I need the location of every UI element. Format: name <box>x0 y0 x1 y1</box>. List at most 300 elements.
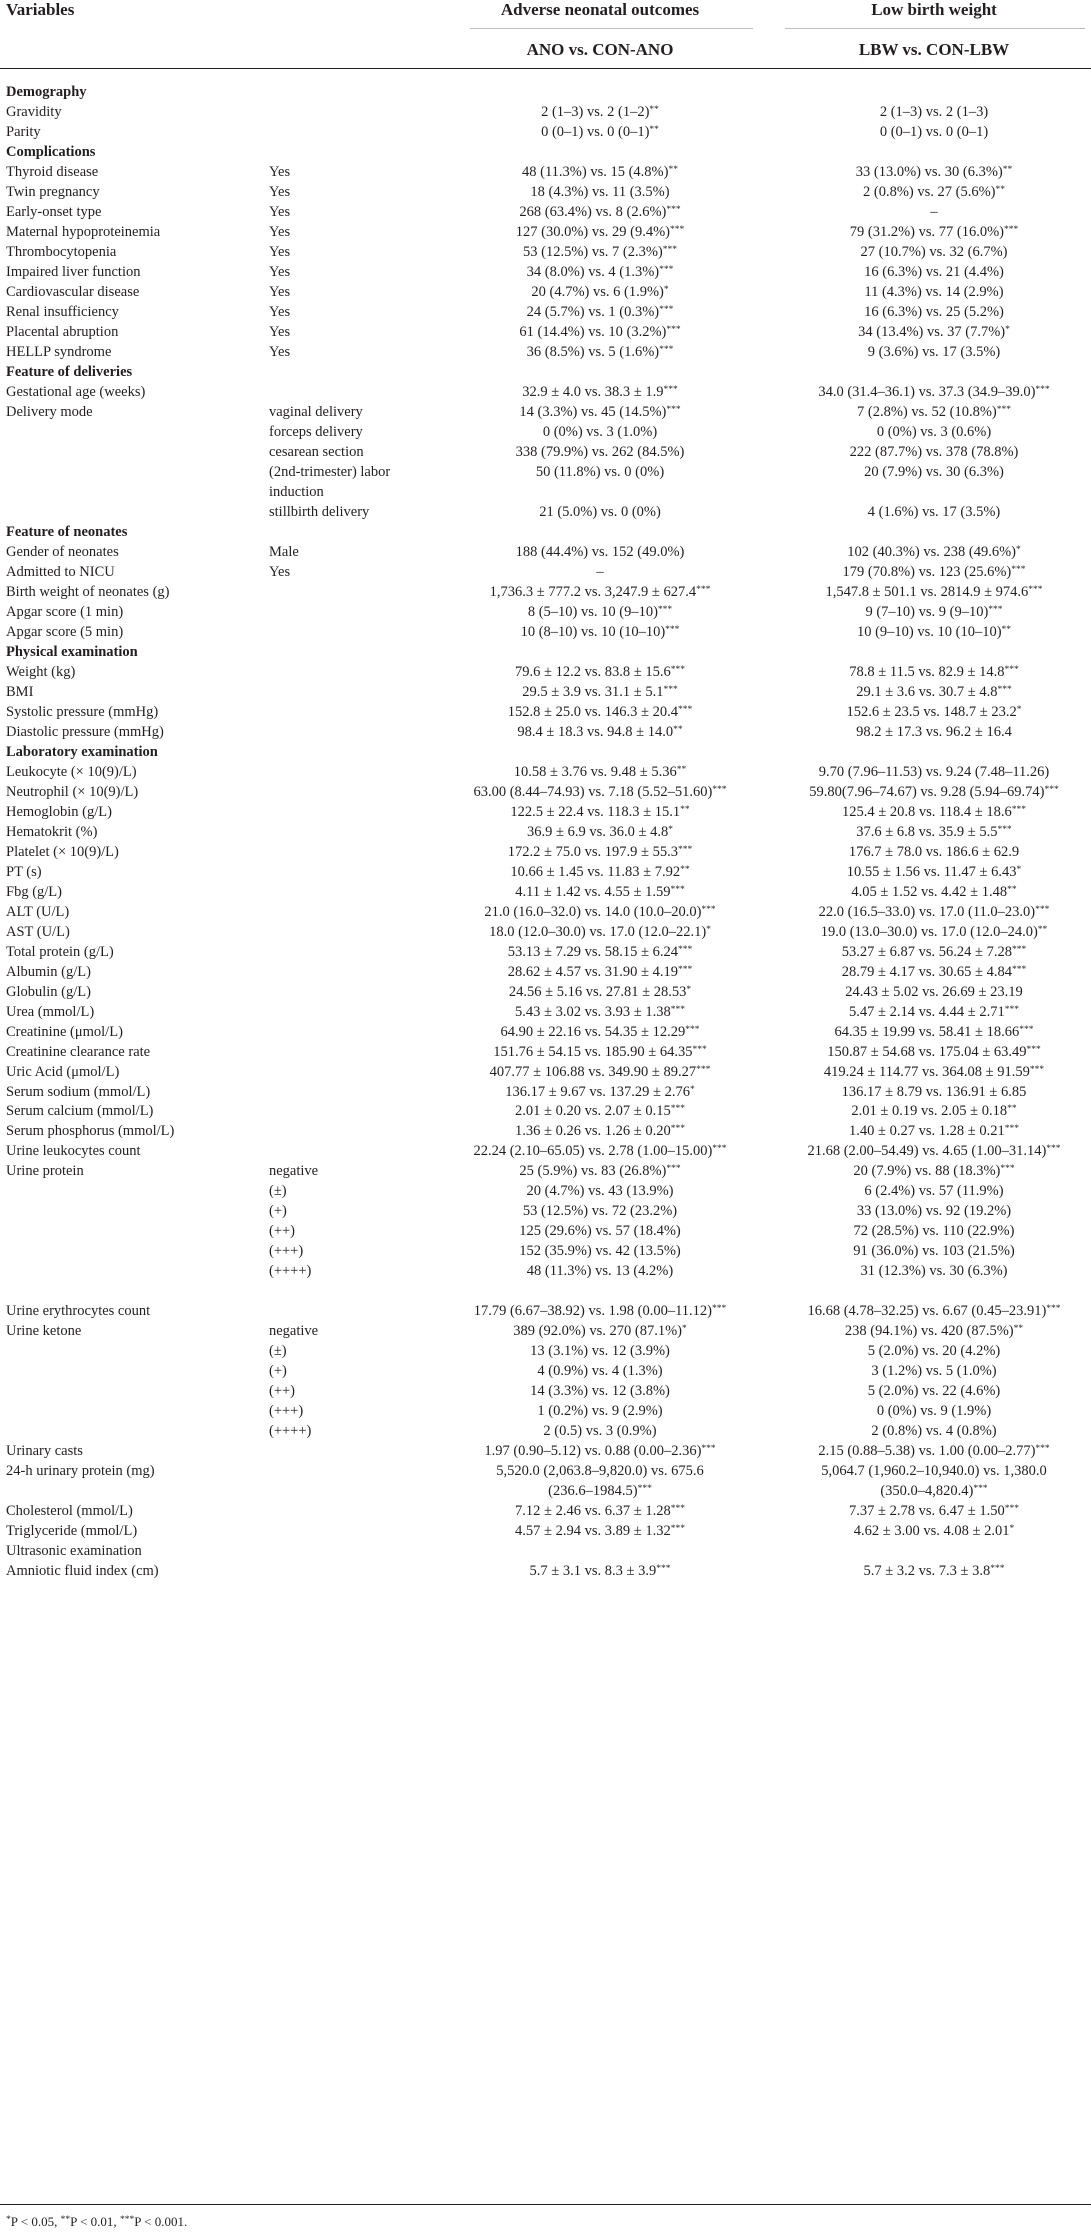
row-label-maternal-hypoproteinemia-text: Maternal hypoproteinemia <box>6 224 161 240</box>
row-category-text: induction <box>269 484 324 500</box>
ano-value <box>435 382 765 402</box>
lbw-value <box>780 682 1088 702</box>
lbw-value-text: 98.2 ± 17.3 vs. 96.2 ± 16.4 <box>856 724 1012 740</box>
row-label-amniotic-fluid-index-cm-text: Amniotic fluid index (cm) <box>6 1563 159 1579</box>
row-label-hemoglobin-g-l <box>6 802 112 822</box>
row-category <box>269 1401 303 1421</box>
significance-marker: *** <box>701 905 716 915</box>
ano-value-text: 2.01 ± 0.20 vs. 2.07 ± 0.15 <box>515 1103 671 1119</box>
significance-marker: ** <box>1002 165 1013 175</box>
ano-value-text: 22.24 (2.10–65.05) vs. 2.78 (1.00–15.00) <box>473 1143 713 1159</box>
section-complications <box>6 142 95 162</box>
significance-marker: *** <box>677 945 693 955</box>
row-category <box>269 1421 311 1441</box>
row-label-placental-abruption-text: Placental abruption <box>6 324 119 340</box>
significance-marker: ** <box>680 865 690 875</box>
significance-marker: *** <box>996 405 1011 415</box>
ano-value <box>435 402 765 422</box>
row-category-text: Yes <box>269 164 291 180</box>
row-category-text: Yes <box>269 304 291 320</box>
lbw-value-text: 21.68 (2.00–54.49) vs. 4.65 (1.00–31.14) <box>807 1143 1047 1159</box>
lbw-value <box>780 842 1088 862</box>
ano-value <box>435 1062 765 1082</box>
lbw-value-text: 91 (36.0%) vs. 103 (21.5%) <box>853 1243 1015 1259</box>
row-label-cholesterol-mmol-l <box>6 1501 133 1521</box>
row-category <box>269 502 369 522</box>
ano-value-text: 4 (0.9%) vs. 4 (1.3%) <box>537 1363 663 1379</box>
lbw-value-text: 72 (28.5%) vs. 110 (22.9%) <box>853 1223 1015 1239</box>
lbw-value-text: 31 (12.3%) vs. 30 (6.3%) <box>860 1263 1008 1279</box>
ano-value <box>435 1161 765 1181</box>
lbw-value-text: 7.37 ± 2.78 vs. 6.47 ± 1.50 <box>849 1503 1005 1519</box>
significance-marker: * <box>682 1324 687 1334</box>
lbw-value-text: 11 (4.3%) vs. 14 (2.9%) <box>864 284 1004 300</box>
ano-value <box>435 682 765 702</box>
significance-marker: ** <box>1001 625 1012 635</box>
ano-value <box>435 842 765 862</box>
lbw-value <box>780 1421 1088 1441</box>
significance-marker: *** <box>665 625 680 635</box>
lbw-value <box>780 122 1088 142</box>
row-category <box>269 1261 311 1281</box>
lbw-value <box>780 202 1088 222</box>
row-label-albumin-g-l-text: Albumin (g/L) <box>6 964 91 980</box>
lbw-value <box>780 802 1088 822</box>
lbw-value <box>780 162 1088 182</box>
significance-marker: ** <box>680 805 690 815</box>
row-category <box>269 342 290 362</box>
ano-value-text: 7.12 ± 2.46 vs. 6.37 ± 1.28 <box>515 1503 671 1519</box>
significance-marker: * <box>1016 545 1021 555</box>
ano-value-text: 338 (79.9%) vs. 262 (84.5%) <box>515 444 685 460</box>
lbw-value <box>780 222 1088 242</box>
ano-value <box>435 422 765 442</box>
ano-value <box>435 1321 765 1341</box>
lbw-value <box>780 662 1088 682</box>
ano-value <box>435 1121 765 1141</box>
row-label-renal-insufficiency-text: Renal insufficiency <box>6 304 119 320</box>
significance-marker: *** <box>1019 1025 1034 1035</box>
lbw-value-text: 3 (1.2%) vs. 5 (1.0%) <box>871 1363 997 1379</box>
lbw-value-text: 20 (7.9%) vs. 88 (18.3%) <box>853 1163 1001 1179</box>
row-label-leukocyte-10-9-l-text: Leukocyte (× 10(9)/L) <box>6 764 137 780</box>
lbw-value-text: 27 (10.7%) vs. 32 (6.7%) <box>860 244 1008 260</box>
ano-value-text: 21 (5.0%) vs. 0 (0%) <box>539 504 661 520</box>
significance-marker: *** <box>663 385 678 395</box>
row-category <box>269 1181 287 1201</box>
ano-value-text: 25 (5.9%) vs. 83 (26.8%) <box>519 1163 667 1179</box>
row-label-gestational-age-weeks <box>6 382 145 402</box>
significance-marker: ** <box>649 105 659 115</box>
header-bottom-rule <box>0 68 1091 69</box>
row-label-serum-sodium-mmol-l <box>6 1082 150 1102</box>
ano-value <box>435 542 765 562</box>
ano-value <box>435 1461 765 1481</box>
row-label-pt-s <box>6 862 42 882</box>
ano-value-text: 125 (29.6%) vs. 57 (18.4%) <box>519 1223 681 1239</box>
significance-marker: *** <box>637 1484 652 1494</box>
significance-marker: *** <box>670 665 685 675</box>
significance-marker: ** <box>668 165 678 175</box>
row-category <box>269 1381 295 1401</box>
ano-value <box>435 1221 765 1241</box>
row-label-gravidity <box>6 102 62 122</box>
row-category <box>269 462 390 482</box>
ano-value-text: 407.77 ± 106.88 vs. 349.90 ± 89.27 <box>489 1064 697 1080</box>
row-label-parity-text: Parity <box>6 124 41 140</box>
row-label-gestational-age-weeks-text: Gestational age (weeks) <box>6 384 146 400</box>
header-underline-ano <box>470 28 753 29</box>
significance-marker: *** <box>662 245 677 255</box>
row-label-thyroid-disease <box>6 162 98 182</box>
row-category-text: (+) <box>269 1363 287 1379</box>
ano-value <box>435 302 765 322</box>
lbw-value <box>780 442 1088 462</box>
lbw-value-text: 64.35 ± 19.99 vs. 58.41 ± 18.66 <box>834 1024 1020 1040</box>
significance-marker: *** <box>666 325 681 335</box>
ano-value <box>435 1042 765 1062</box>
ano-value-text: 5.43 ± 3.02 vs. 3.93 ± 1.38 <box>515 1004 671 1020</box>
ano-value-text: 8 (5–10) vs. 10 (9–10) <box>527 604 658 620</box>
ano-value-text: 2 (0.5) vs. 3 (0.9%) <box>543 1423 657 1439</box>
section-feature-of-deliveries-text: Feature of deliveries <box>6 364 133 380</box>
row-label-cardiovascular-disease <box>6 282 139 302</box>
ano-value-text: 64.90 ± 22.16 vs. 54.35 ± 12.29 <box>500 1024 686 1040</box>
ano-value-text: 29.5 ± 3.9 vs. 31.1 ± 5.1 <box>522 684 664 700</box>
row-category-text: Yes <box>269 284 291 300</box>
row-category <box>269 322 290 342</box>
lbw-value-text: 1,547.8 ± 501.1 vs. 2814.9 ± 974.6 <box>825 584 1029 600</box>
lbw-value-text: 5.47 ± 2.14 vs. 4.44 ± 2.71 <box>849 1004 1005 1020</box>
ano-value-text: 63.00 (8.44–74.93) vs. 7.18 (5.52–51.60) <box>473 784 713 800</box>
significance-marker: *** <box>696 585 711 595</box>
row-category-text: (++++) <box>269 1423 312 1439</box>
ano-value <box>435 122 765 142</box>
row-label-birth-weight-of-neonates-g-text: Birth weight of neonates (g) <box>6 584 170 600</box>
lbw-value <box>780 562 1088 582</box>
row-category <box>269 162 290 182</box>
lbw-value <box>780 182 1088 202</box>
row-category-text: cesarean section <box>269 444 364 460</box>
row-label-serum-phosphorus-mmol-l-text: Serum phosphorus (mmol/L) <box>6 1123 175 1139</box>
ano-value-text: 48 (11.3%) vs. 15 (4.8%) <box>522 164 669 180</box>
lbw-value <box>780 582 1088 602</box>
lbw-value-text: 10.55 ± 1.56 vs. 11.47 ± 6.43 <box>846 864 1017 880</box>
significance-marker: *** <box>656 1564 671 1574</box>
ano-value <box>435 1401 765 1421</box>
ano-value-text: 17.79 (6.67–38.92) vs. 1.98 (0.00–11.12) <box>473 1303 713 1319</box>
lbw-value-text: 4.62 ± 3.00 vs. 4.08 ± 2.01 <box>853 1523 1010 1539</box>
lbw-value-text: 7 (2.8%) vs. 52 (10.8%) <box>857 404 997 420</box>
significance-marker: *** <box>997 685 1012 695</box>
lbw-value-text: 1.40 ± 0.27 vs. 1.28 ± 0.21 <box>849 1123 1005 1139</box>
lbw-value-text: 2 (1–3) vs. 2 (1–3) <box>879 104 989 120</box>
significance-marker: *** <box>1011 965 1027 975</box>
significance-marker: ** <box>673 725 683 735</box>
lbw-value <box>780 302 1088 322</box>
row-label-maternal-hypoproteinemia <box>6 222 160 242</box>
section-laboratory-examination <box>6 742 158 762</box>
lbw-value-text: 5 (2.0%) vs. 22 (4.6%) <box>867 1383 1001 1399</box>
row-label-serum-calcium-mmol-l <box>6 1101 153 1121</box>
significance-marker: * <box>1009 1524 1015 1534</box>
lbw-value <box>780 382 1088 402</box>
row-label-urinary-casts <box>6 1441 83 1461</box>
significance-marker: *** <box>1011 805 1026 815</box>
significance-marker: *** <box>1035 385 1050 395</box>
lbw-value-text: 2.01 ± 0.19 vs. 2.05 ± 0.18 <box>851 1103 1008 1119</box>
lbw-value <box>780 602 1088 622</box>
significance-marker: *** <box>1004 665 1019 675</box>
row-label-weight-kg <box>6 662 75 682</box>
significance-marker: *** <box>666 205 681 215</box>
ano-value <box>435 242 765 262</box>
lbw-value-text: – <box>930 204 938 220</box>
ano-value <box>435 862 765 882</box>
row-label-hellp-syndrome <box>6 342 111 362</box>
row-label-amniotic-fluid-index-cm <box>6 1561 159 1581</box>
row-label-bmi <box>6 682 33 702</box>
row-label-creatinine-clearance-rate-text: Creatinine clearance rate <box>6 1044 151 1060</box>
significance-marker: *** <box>685 1025 700 1035</box>
ano-value <box>435 1521 765 1541</box>
lbw-value-text: 222 (87.7%) vs. 378 (78.8%) <box>849 444 1019 460</box>
ano-value <box>435 202 765 222</box>
significance-marker: *** <box>696 1065 711 1075</box>
row-label-ultrasonic-examination <box>6 1541 142 1561</box>
ano-value-text: 79.6 ± 12.2 vs. 83.8 ± 15.6 <box>515 664 671 680</box>
lbw-value-text: 33 (13.0%) vs. 30 (6.3%) <box>855 164 1003 180</box>
lbw-value-text: 6 (2.4%) vs. 57 (11.9%) <box>864 1183 1004 1199</box>
ano-value <box>435 922 765 942</box>
ano-value <box>435 1002 765 1022</box>
ano-value-text: 14 (3.3%) vs. 12 (3.8%) <box>530 1383 670 1399</box>
row-label-urea-mmol-l <box>6 1002 94 1022</box>
row-label-fbg-g-l <box>6 882 62 902</box>
row-label-platelet-10-9-l-text: Platelet (× 10(9)/L) <box>6 844 119 860</box>
ano-value <box>435 1421 765 1441</box>
significance-marker: ** <box>995 185 1005 195</box>
lbw-value <box>780 1561 1088 1581</box>
row-category-text: negative <box>269 1323 319 1339</box>
significance-marker: *** <box>1029 1065 1045 1075</box>
row-label-birth-weight-of-neonates-g <box>6 582 170 602</box>
row-category <box>269 302 290 322</box>
row-label-early-onset-type-text: Early-onset type <box>6 204 102 220</box>
significance-marker: *** <box>670 885 685 895</box>
lbw-value <box>780 1022 1088 1042</box>
lbw-value-text: 2 (0.8%) vs. 4 (0.8%) <box>871 1423 997 1439</box>
lbw-value <box>780 1461 1088 1481</box>
row-label-serum-phosphorus-mmol-l <box>6 1121 174 1141</box>
ano-value-text: 152.8 ± 25.0 vs. 146.3 ± 20.4 <box>507 704 678 720</box>
row-label-thrombocytopenia-text: Thrombocytopenia <box>6 244 117 260</box>
row-label-serum-calcium-mmol-l-text: Serum calcium (mmol/L) <box>6 1103 154 1119</box>
row-label-platelet-10-9-l <box>6 842 119 862</box>
significance-marker: ** <box>1037 925 1048 935</box>
row-category-text: Yes <box>269 204 291 220</box>
row-category-text: Male <box>269 544 299 560</box>
ano-value <box>435 262 765 282</box>
ano-value <box>435 1141 765 1161</box>
lbw-value <box>780 1401 1088 1421</box>
ano-value <box>435 622 765 642</box>
row-label-parity <box>6 122 41 142</box>
ano-value <box>435 1561 765 1581</box>
significance-marker: *** <box>1044 785 1059 795</box>
header-variables: Variables <box>6 0 75 19</box>
row-category-text: Yes <box>269 264 291 280</box>
lbw-value <box>780 942 1088 962</box>
ano-value-text: 10.58 ± 3.76 vs. 9.48 ± 5.36 <box>513 764 677 780</box>
significance-marker: *** <box>1028 585 1043 595</box>
lbw-value-text: 20 (7.9%) vs. 30 (6.3%) <box>864 464 1004 480</box>
lbw-value <box>780 102 1088 122</box>
lbw-value <box>780 762 1088 782</box>
lbw-value <box>780 1201 1088 1221</box>
significance-marker: *** <box>692 1045 707 1055</box>
ano-value-text: 172.2 ± 75.0 vs. 197.9 ± 55.3 <box>507 844 678 860</box>
significance-marker: *** <box>663 685 678 695</box>
lbw-value-text: 24.43 ± 5.02 vs. 26.69 ± 23.19 <box>845 984 1023 1000</box>
row-label-hemoglobin-g-l-text: Hemoglobin (g/L) <box>6 804 112 820</box>
significance-marker: *** <box>670 1104 685 1114</box>
row-category-text: (++++) <box>269 1263 312 1279</box>
ano-value-text: 28.62 ± 4.57 vs. 31.90 ± 4.19 <box>507 964 678 980</box>
ano-value <box>435 342 765 362</box>
significance-marker: * <box>686 985 692 995</box>
lbw-value-text: 78.8 ± 11.5 vs. 82.9 ± 14.8 <box>849 664 1005 680</box>
significance-marker: *** <box>677 965 693 975</box>
ano-value-text: 20 (4.7%) vs. 6 (1.9%) <box>531 284 664 300</box>
ano-value-text: 1 (0.2%) vs. 9 (2.9%) <box>537 1403 663 1419</box>
ano-value-text: 1,736.3 ± 777.2 vs. 3,247.9 ± 627.4 <box>489 584 697 600</box>
lbw-value-text: 79 (31.2%) vs. 77 (16.0%) <box>849 224 1004 240</box>
row-category-text: Yes <box>269 324 291 340</box>
ano-value-text: 34 (8.0%) vs. 4 (1.3%) <box>526 264 660 280</box>
row-label-pt-s-text: PT (s) <box>6 864 42 880</box>
row-category-text: (±) <box>269 1183 287 1199</box>
ano-value <box>435 902 765 922</box>
row-label-serum-sodium-mmol-l-text: Serum sodium (mmol/L) <box>6 1084 151 1100</box>
row-label-alt-u-l <box>6 902 69 922</box>
row-label-twin-pregnancy-text: Twin pregnancy <box>6 184 100 200</box>
row-category-text: negative <box>269 1163 319 1179</box>
row-label-cardiovascular-disease-text: Cardiovascular disease <box>6 284 140 300</box>
row-label-globulin-g-l-text: Globulin (g/L) <box>6 984 91 1000</box>
lbw-value-text: 53.27 ± 6.87 vs. 56.24 ± 7.28 <box>841 944 1012 960</box>
ano-value-text: 1.36 ± 0.26 vs. 1.26 ± 0.20 <box>515 1123 671 1139</box>
lbw-value-text: 0 (0%) vs. 3 (0.6%) <box>876 424 992 440</box>
row-label-hematokrit-text: Hematokrit (%) <box>6 824 98 840</box>
ano-value-text: 18.0 (12.0–30.0) vs. 17.0 (12.0–22.1) <box>489 924 707 940</box>
ano-value-text: 10 (8–10) vs. 10 (10–10) <box>520 624 666 640</box>
ano-value-text: 53.13 ± 7.29 vs. 58.15 ± 6.24 <box>507 944 678 960</box>
lbw-value <box>780 1002 1088 1022</box>
ano-value <box>435 1341 765 1361</box>
significance-marker: ** <box>1007 885 1017 895</box>
row-category <box>269 242 290 262</box>
row-label-apgar-score-1-min-text: Apgar score (1 min) <box>6 604 124 620</box>
significance-marker: ** <box>1013 1324 1024 1334</box>
lbw-value-text: 125.4 ± 20.8 vs. 118.4 ± 18.6 <box>842 804 1012 820</box>
row-label-albumin-g-l <box>6 962 91 982</box>
significance-marker: ** <box>1007 1104 1017 1114</box>
lbw-value-text: 0 (0–1) vs. 0 (0–1) <box>879 124 989 140</box>
lbw-value <box>780 1181 1088 1201</box>
row-category-text: Yes <box>269 564 291 580</box>
row-category <box>269 1321 318 1341</box>
section-feature-of-deliveries <box>6 362 132 382</box>
significance-marker: *** <box>1035 905 1050 915</box>
lbw-value-text: 4 (1.6%) vs. 17 (3.5%) <box>867 504 1001 520</box>
ano-value <box>435 1481 765 1501</box>
significance-marker: *** <box>988 605 1003 615</box>
lbw-value-text: 9 (7–10) vs. 9 (9–10) <box>865 604 989 620</box>
row-category <box>269 542 299 562</box>
lbw-value <box>780 1321 1088 1341</box>
row-label-impaired-liver-function-text: Impaired liver function <box>6 264 141 280</box>
lbw-value <box>780 722 1088 742</box>
section-complications-text: Complications <box>6 144 96 160</box>
ano-value <box>435 1201 765 1221</box>
significance-marker: * <box>668 825 673 835</box>
row-category-text: (++) <box>269 1383 296 1399</box>
significance-marker: *** <box>1011 565 1026 575</box>
lbw-value <box>780 282 1088 302</box>
row-label-gender-of-neonates <box>6 542 119 562</box>
lbw-value-text: 150.87 ± 54.68 vs. 175.04 ± 63.49 <box>827 1044 1027 1060</box>
lbw-value <box>780 1361 1088 1381</box>
ano-value-text: 4.57 ± 2.94 vs. 3.89 ± 1.32 <box>515 1523 671 1539</box>
row-label-thyroid-disease-text: Thyroid disease <box>6 164 99 180</box>
lbw-value-text: 2 (0.8%) vs. 27 (5.6%) <box>863 184 996 200</box>
significance-marker: *** <box>990 1564 1005 1574</box>
row-label-gender-of-neonates-text: Gender of neonates <box>6 544 119 560</box>
lbw-value <box>780 342 1088 362</box>
ano-value <box>435 882 765 902</box>
lbw-value-text: 34.0 (31.4–36.1) vs. 37.3 (34.9–39.0) <box>818 384 1036 400</box>
ano-value <box>435 1261 765 1281</box>
row-label-creatinine-mol-l <box>6 1022 123 1042</box>
lbw-value <box>780 462 1088 482</box>
ano-value-text: 188 (44.4%) vs. 152 (49.0%) <box>515 544 685 560</box>
lbw-value-text: 102 (40.3%) vs. 238 (49.6%) <box>847 544 1016 560</box>
table-bottom-rule <box>0 2204 1091 2205</box>
lbw-value <box>780 902 1088 922</box>
significance-marker: *** <box>670 1504 685 1514</box>
row-label-globulin-g-l <box>6 982 91 1002</box>
significance-marker: *** <box>1026 1045 1041 1055</box>
ano-value-text: 53 (12.5%) vs. 72 (23.2%) <box>522 1203 678 1219</box>
section-laboratory-examination-text: Laboratory examination <box>6 744 158 760</box>
row-category <box>269 182 290 202</box>
row-label-fbg-g-l-text: Fbg (g/L) <box>6 884 62 900</box>
lbw-value <box>780 322 1088 342</box>
lbw-value-text: 176.7 ± 78.0 vs. 186.6 ± 62.9 <box>848 844 1020 860</box>
ano-value <box>435 1361 765 1381</box>
significance-marker: *** <box>712 785 727 795</box>
row-label-urine-protein <box>6 1161 84 1181</box>
row-label-systolic-pressure-mmhg <box>6 702 158 722</box>
lbw-value <box>780 1261 1088 1281</box>
ano-value <box>435 1101 765 1121</box>
lbw-value-text: 19.0 (13.0–30.0) vs. 17.0 (12.0–24.0) <box>820 924 1038 940</box>
lbw-value <box>780 702 1088 722</box>
lbw-value-text: 28.79 ± 4.17 vs. 30.65 ± 4.84 <box>841 964 1012 980</box>
row-label-diastolic-pressure-mmhg <box>6 722 164 742</box>
significance-marker: * <box>689 1085 695 1095</box>
